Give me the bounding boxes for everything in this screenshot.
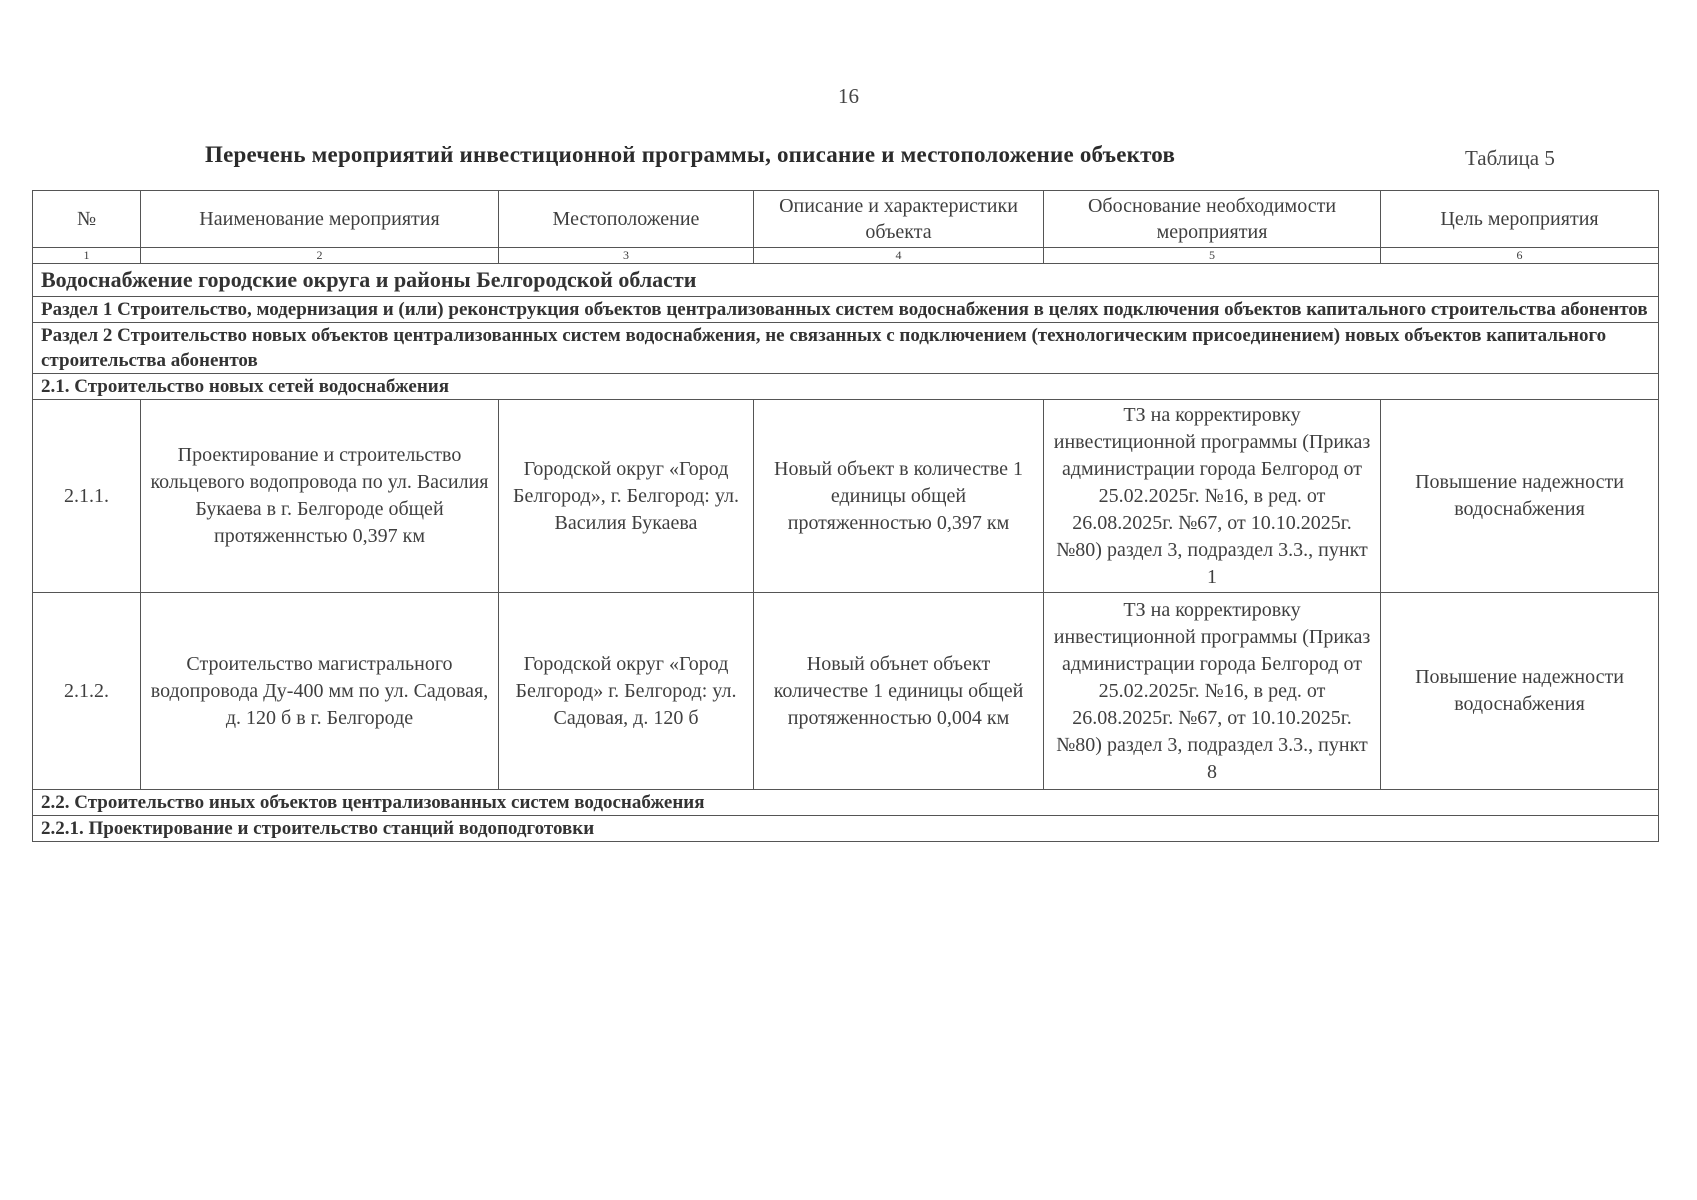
section-row — [33, 816, 1659, 842]
row-name: Проектирование и строительство кольцевого водопровода по ул. Василия Букаева в г. Белгороде общей протяженнстью 0,397 км — [141, 400, 499, 593]
section-row — [33, 264, 1659, 297]
column-number: 2 — [141, 248, 499, 264]
row-description: Новый объект в количестве 1 единицы общей протяженностью 0,397 км — [754, 400, 1044, 593]
row-number: 2.1.1. — [33, 400, 141, 593]
column-number-row — [33, 248, 1659, 264]
column-number: 5 — [1044, 248, 1381, 264]
header-number: № — [33, 191, 141, 248]
row-name: Строительство магистрального водопровода Ду-400 мм по ул. Садовая, д. 120 б в г. Белгороде — [141, 593, 499, 790]
subsection-2-2-title: 2.2. Строительство иных объектов централизованных систем водоснабжения — [33, 790, 1659, 816]
subsection-2-1-title: 2.1. Строительство новых сетей водоснабжения — [33, 374, 1659, 400]
row-goal: Повышение надежности водоснабжения — [1381, 400, 1659, 593]
section-row — [33, 323, 1659, 374]
header-description: Описание и характеристики объекта — [754, 191, 1044, 248]
column-number: 6 — [1381, 248, 1659, 264]
row-justification: ТЗ на корректировку инвестиционной программы (Приказ администрации города Белгород от 25.02.2025г. №16, в ред. от 26.08.2025г. №67, от 10.10.2025г. №80) раздел 3, подраздел 3.3., пункт 8 — [1044, 593, 1381, 790]
row-goal: Повышение надежности водоснабжения — [1381, 593, 1659, 790]
section-2-title: Раздел 2 Строительство новых объектов централизованных систем водоснабжения, не связанных с подключением (технологическим присоединением) новых объектов капитального строительства абонентов — [33, 323, 1659, 374]
table-header-row — [33, 191, 1659, 248]
document-title: Перечень мероприятий инвестиционной программы, описание и местоположение объектов — [205, 142, 1176, 167]
row-number: 2.1.2. — [33, 593, 141, 790]
section-main-title: Водоснабжение городские округа и районы Белгородской области — [33, 264, 1659, 297]
header-justification: Обоснование необходимости мероприятия — [1044, 191, 1381, 248]
section-row — [33, 790, 1659, 816]
table-row — [33, 593, 1659, 790]
section-row — [33, 374, 1659, 400]
column-number: 4 — [754, 248, 1044, 264]
section-1-title: Раздел 1 Строительство, модернизация и (или) реконструкция объектов централизованных систем водоснабжения в целях подключения объектов капитального строительства абонентов — [33, 297, 1659, 323]
column-number: 3 — [499, 248, 754, 264]
row-description: Новый обънет объект количестве 1 единицы общей протяженностью 0,004 км — [754, 593, 1044, 790]
section-row — [33, 297, 1659, 323]
investment-program-table — [32, 190, 1659, 842]
row-location: Городской округ «Город Белгород», г. Белгород: ул. Василия Букаева — [499, 400, 754, 593]
column-number: 1 — [33, 248, 141, 264]
table-label: Таблица 5 — [1465, 146, 1555, 170]
table-row — [33, 400, 1659, 593]
header-goal: Цель мероприятия — [1381, 191, 1659, 248]
header-location: Местоположение — [499, 191, 754, 248]
page-number: 16 — [838, 84, 859, 108]
header-name: Наименование мероприятия — [141, 191, 499, 248]
row-justification: ТЗ на корректировку инвестиционной программы (Приказ администрации города Белгород от 25.02.2025г. №16, в ред. от 26.08.2025г. №67, от 10.10.2025г. №80) раздел 3, подраздел 3.3., пункт 1 — [1044, 400, 1381, 593]
subsection-2-2-1-title: 2.2.1. Проектирование и строительство станций водоподготовки — [33, 816, 1659, 842]
row-location: Городской округ «Город Белгород» г. Белгород: ул. Садовая, д. 120 б — [499, 593, 754, 790]
